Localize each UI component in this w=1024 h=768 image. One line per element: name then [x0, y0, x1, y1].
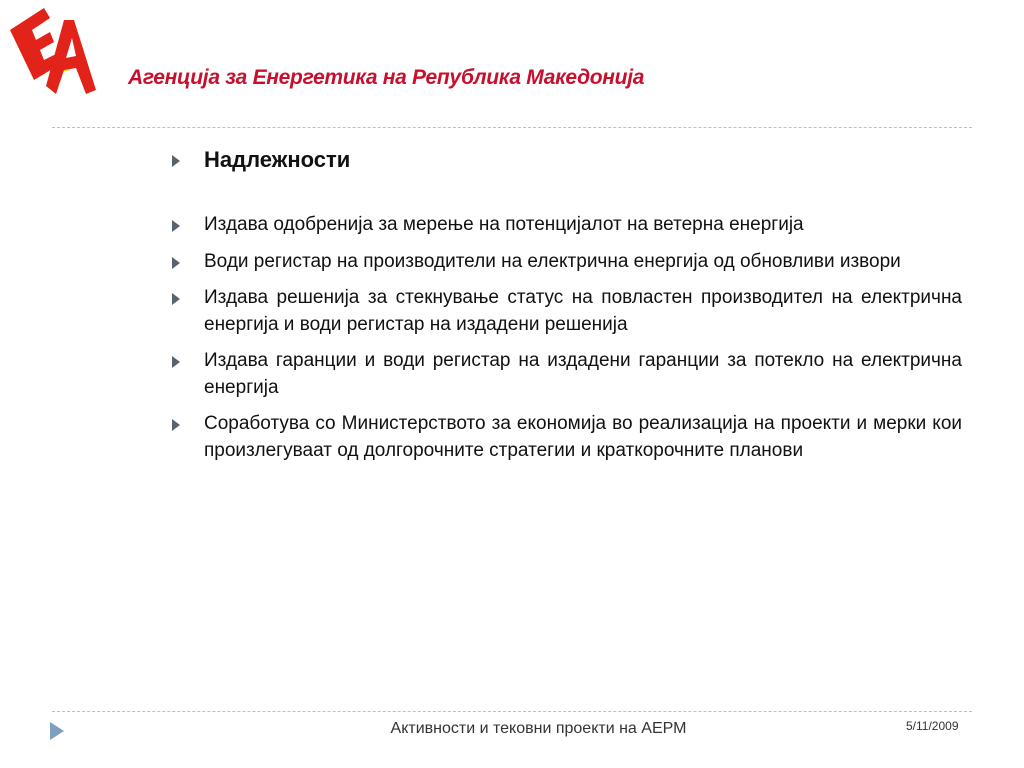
slide-content: [172, 146, 962, 474]
header-divider: [52, 127, 972, 128]
agency-logo: [6, 4, 102, 98]
list-item-text: Издава гаранции и води регистар на издадени гаранции за потекло на електрична енергија: [204, 350, 962, 398]
list-item-text: Издава одобренија за мерење на потенцијалот на ветерна енергија: [204, 214, 804, 235]
list-item: [172, 285, 962, 338]
list-item: [172, 212, 962, 239]
agency-title: Агенција за Енергетика на Република Македонија: [128, 66, 645, 89]
bullet-arrow-icon: [172, 212, 204, 232]
list-item: [172, 249, 962, 276]
bullet-arrow-icon: [172, 348, 204, 368]
section-heading: Надлежности: [204, 147, 351, 172]
list-item-text: Соработува со Министерството за економија во реализација на проекти и мерки кои произлегуваат од долгорочните стратегии и краткорочните планови: [204, 413, 962, 461]
footer-date: 5/11/2009: [906, 719, 959, 733]
list-item-text: Води регистар на производители на електрична енергија од обновливи извори: [204, 250, 901, 272]
footer-divider: [52, 711, 972, 712]
list-item: [172, 348, 962, 401]
bullet-list: [172, 212, 962, 464]
list-item: [172, 411, 962, 464]
list-item-text: Издава решенија за стекнување статус на повластен производител на електрична енергија и води регистар на издадени решенија: [204, 287, 962, 335]
heading-row: [172, 146, 962, 174]
bullet-arrow-icon: [172, 146, 204, 167]
bullet-arrow-icon: [172, 249, 204, 269]
bullet-arrow-icon: [172, 285, 204, 305]
bullet-arrow-icon: [172, 411, 204, 431]
footer-title: Активности и тековни проекти на АЕРМ: [390, 720, 687, 737]
